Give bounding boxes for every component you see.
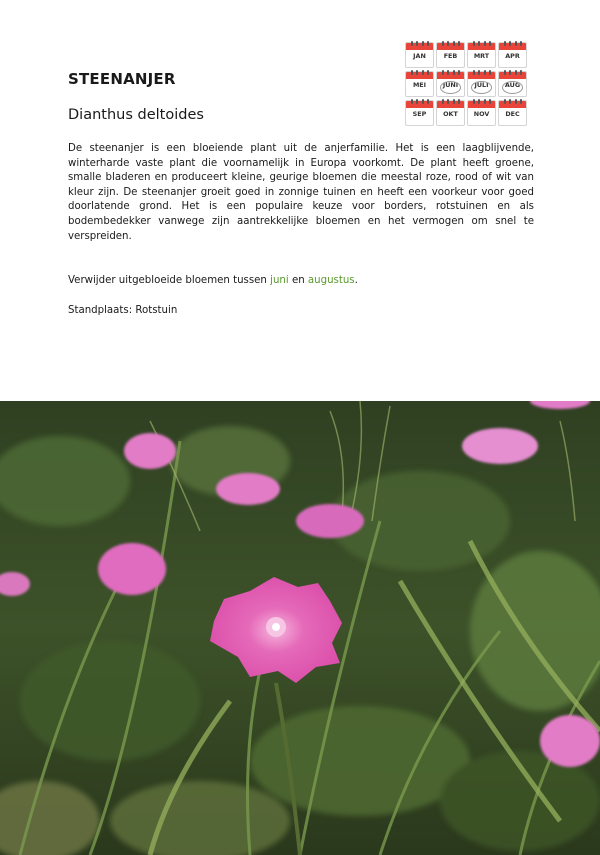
calendar-month-label: NOV xyxy=(473,110,490,118)
pruning-suffix: . xyxy=(354,275,358,286)
calendar-month-label: MRT xyxy=(473,52,490,60)
calendar-month-mei xyxy=(405,71,434,97)
pruning-start-month: juni xyxy=(270,275,289,286)
bloom-calendar xyxy=(405,42,529,126)
calendar-month-label: MEI xyxy=(412,81,427,89)
calendar-month-dec xyxy=(498,100,527,126)
calendar-month-jan xyxy=(405,42,434,68)
calendar-month-label: DEC xyxy=(505,110,520,118)
calendar-month-label: JULI xyxy=(474,81,489,89)
calendar-month-aug xyxy=(498,71,527,97)
calendar-month-label: JAN xyxy=(413,52,426,60)
calendar-month-nov xyxy=(467,100,496,126)
pruning-instruction xyxy=(68,275,358,286)
calendar-month-okt xyxy=(436,100,465,126)
pruning-end-month: augustus xyxy=(307,275,355,286)
plant-title: STEENANJER xyxy=(68,70,176,88)
calendar-month-sep xyxy=(405,100,434,126)
plant-photo xyxy=(0,401,600,855)
plant-latin-name: Dianthus deltoides xyxy=(68,107,204,123)
calendar-month-apr xyxy=(498,42,527,68)
calendar-month-label: FEB xyxy=(443,52,458,60)
location-text: Standplaats: Rotstuin xyxy=(68,305,178,316)
calendar-month-feb xyxy=(436,42,465,68)
pruning-prefix: Verwijder uitgebloeide bloemen tussen xyxy=(68,275,271,286)
calendar-month-label: APR xyxy=(505,52,520,60)
plant-description: De steenanjer is een bloeiende plant uit de anjerfamilie. Het is een laagblijvende, winterharde vaste plant die voornamelijk in Europa voorkomt. De plant heeft groene, smalle bladeren en produceert kleine, geurige bloemen die meestal roze, rood of wit van kleur zijn. De steenanjer groeit goed in zonnige tuinen en heeft een voorkeur voor goed doorlatende grond. Het is een populaire keuze voor borders, rotstuinen en als bodembedekker vanwege zijn aantrekkelijke bloemen en het vermogen om snel te verspreiden. xyxy=(68,143,534,242)
calendar-month-juni xyxy=(436,71,465,97)
calendar-month-label: OKT xyxy=(443,110,458,118)
calendar-month-label: SEP xyxy=(412,110,427,118)
calendar-month-label: AUG xyxy=(504,81,521,89)
calendar-month-mrt xyxy=(467,42,496,68)
pruning-connector: en xyxy=(288,275,308,286)
calendar-month-juli xyxy=(467,71,496,97)
calendar-month-label: JUNI xyxy=(442,81,459,89)
